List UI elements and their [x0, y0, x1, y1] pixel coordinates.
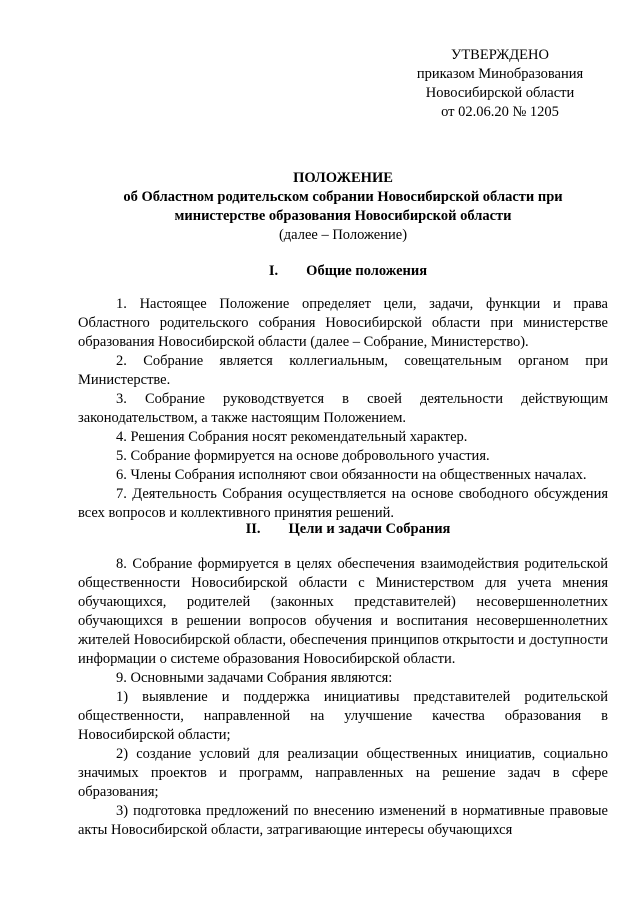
paragraph: 1) выявление и поддержка инициативы представителей родительской общественности, направленной на улучшение качества образования в Новосибирской области;	[78, 689, 608, 743]
paragraph: 1. Настоящее Положение определяет цели, задачи, функции и права Областного родительского собрания Новосибирской области при министерстве образования Новосибирской области (далее – Собрание, Министерство).	[78, 296, 608, 350]
paragraph: 3) подготовка предложений по внесению изменений в нормативные правовые акты Новосибирской области, затрагивающие интересы обучающихся	[78, 803, 608, 838]
title-heading: ПОЛОЖЕНИЕ	[293, 170, 393, 186]
approved-order: приказом Минобразования	[416, 66, 584, 82]
section-1-title: Общие положения	[306, 263, 428, 279]
approved-date: от 02.06.20 № 1205	[441, 104, 559, 120]
section-2-heading	[78, 520, 618, 539]
paragraph: 2. Собрание является коллегиальным, совещательным органом при Министерстве.	[78, 353, 608, 388]
approved-label: УТВЕРЖДЕНО	[451, 47, 549, 63]
paragraph: 7. Деятельность Собрания осуществляется на основе свободного обсуждения всех вопросов и коллективного принятия решений.	[78, 486, 608, 521]
paragraph: 8. Собрание формируется в целях обеспечения взаимодействия родительской общественности Новосибирской области с Министерством для учета мнения обучающихся, родителей (законных представителей) несовершеннолетних обучающихся в решении вопросов обучения и воспитания несовершеннолетних жителей Новосибирской области, обеспечения принципов открытости и доступности информации о системе образования Новосибирской области.	[78, 556, 608, 667]
section-1-heading	[78, 262, 618, 281]
paragraph: 6. Члены Собрания исполняют свои обязанности на общественных началах.	[116, 467, 587, 483]
paragraph: 5. Собрание формируется на основе добровольного участия.	[116, 448, 490, 464]
approval-stamp	[400, 46, 600, 122]
title-note: (далее – Положение)	[278, 227, 408, 243]
title-subtitle-2: министерстве образования Новосибирской области	[174, 208, 512, 224]
section-2-number: II.	[245, 521, 261, 537]
paragraph: 3. Собрание руководствуется в своей деятельности действующим законодательством, а также настоящим Положением.	[78, 391, 608, 426]
section-2-body	[78, 555, 608, 840]
section-1-number: I.	[268, 263, 279, 279]
title-subtitle-1: об Областном родительском собрании Новосибирской области при	[123, 189, 563, 205]
paragraph: 2) создание условий для реализации общественных инициатив, социально значимых проектов и программ, направленных на решение задач в сфере образования;	[78, 746, 608, 800]
section-1-body	[78, 295, 608, 523]
paragraph: 9. Основными задачами Собрания являются:	[116, 670, 393, 686]
document-title	[78, 169, 608, 245]
section-2-title: Цели и задачи Собрания	[288, 521, 451, 537]
paragraph: 4. Решения Собрания носят рекомендательный характер.	[116, 429, 468, 445]
approved-region: Новосибирской области	[425, 85, 575, 101]
